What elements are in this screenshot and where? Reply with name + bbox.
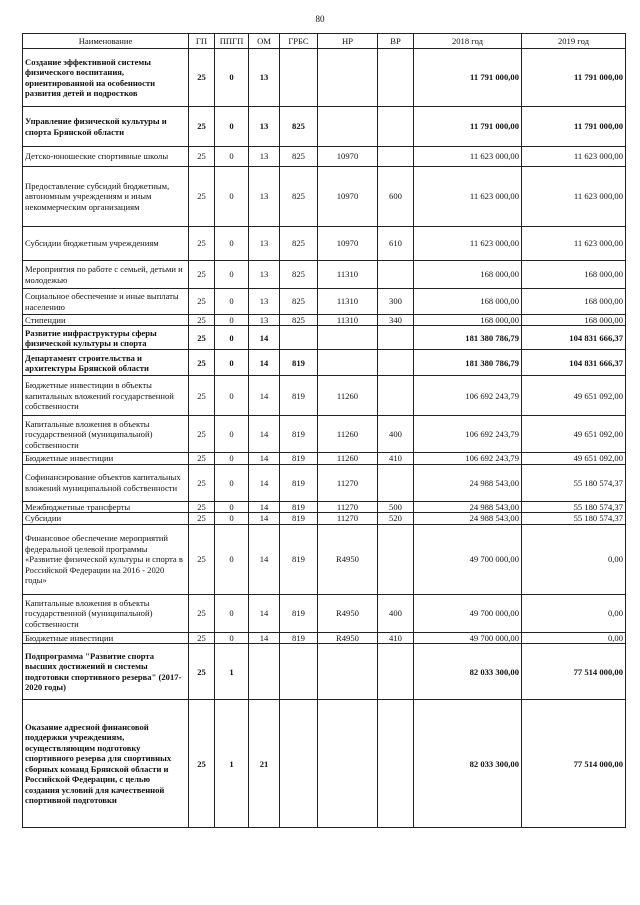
cell-name: Субсидии [23, 513, 189, 524]
cell-name: Оказание адресной финансовой поддержки учреждениям, осуществляющим подготовку спортивного резерва для спортивных сборных команд Брянской области и Российской Федерации, с целью создания условий для качественной спортивной подготовки [23, 700, 189, 828]
cell-ppgp: 0 [215, 524, 249, 594]
cell-om: 14 [249, 524, 280, 594]
table-header-row [23, 34, 626, 49]
cell-y2018: 11 791 000,00 [414, 49, 522, 107]
cell-grbs: 819 [280, 464, 318, 501]
cell-y2018: 82 033 300,00 [414, 644, 522, 700]
cell-gp: 25 [189, 644, 215, 700]
budget-table [22, 33, 626, 828]
cell-grbs: 819 [280, 376, 318, 416]
cell-y2018: 106 692 243,79 [414, 376, 522, 416]
cell-name: Субсидии бюджетным учреждениям [23, 227, 189, 261]
header-gp: ГП [189, 34, 215, 49]
cell-name: Бюджетные инвестиции в объекты капитальных вложений государственной собственности [23, 376, 189, 416]
cell-y2018: 11 623 000,00 [414, 167, 522, 227]
cell-om: 13 [249, 49, 280, 107]
cell-grbs [280, 644, 318, 700]
cell-y2019: 168 000,00 [522, 289, 626, 315]
table-row [23, 315, 626, 326]
cell-y2019: 11 623 000,00 [522, 167, 626, 227]
cell-y2018: 24 988 543,00 [414, 464, 522, 501]
cell-grbs: 819 [280, 594, 318, 632]
cell-name: Создание эффективной системы физического воспитания, ориентированной на особенности развития детей и подростков [23, 49, 189, 107]
cell-gp: 25 [189, 326, 215, 350]
cell-y2018: 11 791 000,00 [414, 107, 522, 147]
cell-nr: 10970 [318, 167, 378, 227]
cell-y2018: 168 000,00 [414, 289, 522, 315]
cell-vr: 600 [378, 167, 414, 227]
header-name: Наименование [23, 34, 189, 49]
cell-nr: 11310 [318, 315, 378, 326]
cell-vr: 410 [378, 632, 414, 643]
cell-nr [318, 700, 378, 828]
cell-name: Департамент строительства и архитектуры Брянской области [23, 350, 189, 376]
cell-gp: 25 [189, 416, 215, 453]
cell-gp: 25 [189, 147, 215, 167]
cell-y2019: 49 651 092,00 [522, 453, 626, 464]
header-grbs: ГРБС [280, 34, 318, 49]
cell-vr [378, 107, 414, 147]
cell-nr: R4950 [318, 632, 378, 643]
cell-om: 14 [249, 376, 280, 416]
cell-vr: 400 [378, 594, 414, 632]
cell-y2019: 55 180 574,37 [522, 513, 626, 524]
cell-y2019: 55 180 574,37 [522, 501, 626, 512]
cell-nr: 11260 [318, 453, 378, 464]
cell-om: 13 [249, 107, 280, 147]
table-row [23, 107, 626, 147]
cell-om: 14 [249, 594, 280, 632]
cell-vr [378, 49, 414, 107]
cell-gp: 25 [189, 700, 215, 828]
cell-grbs: 825 [280, 289, 318, 315]
cell-y2018: 181 380 786,79 [414, 326, 522, 350]
table-row [23, 453, 626, 464]
cell-om: 14 [249, 513, 280, 524]
cell-gp: 25 [189, 315, 215, 326]
cell-gp: 25 [189, 501, 215, 512]
cell-grbs: 819 [280, 513, 318, 524]
cell-nr [318, 644, 378, 700]
cell-ppgp: 0 [215, 326, 249, 350]
cell-vr: 400 [378, 416, 414, 453]
cell-gp: 25 [189, 261, 215, 289]
cell-vr [378, 147, 414, 167]
cell-grbs: 819 [280, 501, 318, 512]
cell-gp: 25 [189, 167, 215, 227]
header-nr: НР [318, 34, 378, 49]
cell-y2019: 11 791 000,00 [522, 107, 626, 147]
cell-grbs [280, 326, 318, 350]
cell-om: 13 [249, 147, 280, 167]
cell-om: 13 [249, 261, 280, 289]
cell-y2018: 11 623 000,00 [414, 227, 522, 261]
cell-om: 14 [249, 464, 280, 501]
cell-ppgp: 0 [215, 513, 249, 524]
table-row [23, 644, 626, 700]
cell-name: Софинансирование объектов капитальных вложений муниципальной собственности [23, 464, 189, 501]
cell-grbs: 825 [280, 107, 318, 147]
cell-ppgp: 0 [215, 49, 249, 107]
header-om: ОМ [249, 34, 280, 49]
cell-grbs: 819 [280, 632, 318, 643]
cell-nr: 10970 [318, 227, 378, 261]
header-ppgp: ППГП [215, 34, 249, 49]
cell-vr [378, 376, 414, 416]
cell-ppgp: 0 [215, 315, 249, 326]
cell-y2018: 24 988 543,00 [414, 513, 522, 524]
header-vr: ВР [378, 34, 414, 49]
cell-y2018: 168 000,00 [414, 315, 522, 326]
cell-om [249, 644, 280, 700]
cell-grbs: 819 [280, 416, 318, 453]
cell-ppgp: 0 [215, 416, 249, 453]
cell-y2019: 77 514 000,00 [522, 700, 626, 828]
cell-nr: 11270 [318, 513, 378, 524]
cell-y2019: 168 000,00 [522, 261, 626, 289]
cell-om: 13 [249, 227, 280, 261]
cell-om: 13 [249, 289, 280, 315]
cell-vr [378, 524, 414, 594]
cell-vr: 340 [378, 315, 414, 326]
cell-name: Стипендии [23, 315, 189, 326]
cell-name: Межбюджетные трансферты [23, 501, 189, 512]
page-number: 80 [315, 14, 325, 24]
cell-nr: 11260 [318, 376, 378, 416]
cell-ppgp: 0 [215, 464, 249, 501]
cell-gp: 25 [189, 524, 215, 594]
cell-name: Мероприятия по работе с семьей, детьми и молодежью [23, 261, 189, 289]
cell-name: Развитие инфраструктуры сферы физической культуры и спорта [23, 326, 189, 350]
cell-grbs: 825 [280, 227, 318, 261]
cell-name: Управление физической культуры и спорта Брянской области [23, 107, 189, 147]
cell-y2019: 49 651 092,00 [522, 416, 626, 453]
cell-nr: 11270 [318, 464, 378, 501]
cell-y2018: 106 692 243,79 [414, 416, 522, 453]
cell-om: 21 [249, 700, 280, 828]
cell-ppgp: 0 [215, 350, 249, 376]
cell-grbs: 825 [280, 147, 318, 167]
cell-gp: 25 [189, 227, 215, 261]
cell-om: 14 [249, 350, 280, 376]
cell-gp: 25 [189, 453, 215, 464]
table-row [23, 700, 626, 828]
cell-ppgp: 0 [215, 501, 249, 512]
table-row [23, 261, 626, 289]
cell-nr [318, 107, 378, 147]
cell-gp: 25 [189, 594, 215, 632]
cell-gp: 25 [189, 49, 215, 107]
cell-vr [378, 326, 414, 350]
table-row [23, 594, 626, 632]
cell-y2019: 77 514 000,00 [522, 644, 626, 700]
cell-grbs [280, 49, 318, 107]
cell-gp: 25 [189, 376, 215, 416]
cell-ppgp: 0 [215, 227, 249, 261]
table-row [23, 416, 626, 453]
table-row [23, 167, 626, 227]
cell-ppgp: 0 [215, 289, 249, 315]
cell-y2019: 55 180 574,37 [522, 464, 626, 501]
table-row [23, 513, 626, 524]
cell-nr: R4950 [318, 594, 378, 632]
cell-nr [318, 350, 378, 376]
table-row [23, 147, 626, 167]
cell-name: Капитальные вложения в объекты государственной (муниципальной) собственности [23, 416, 189, 453]
cell-nr: 11270 [318, 501, 378, 512]
cell-y2018: 24 988 543,00 [414, 501, 522, 512]
cell-name: Детско-юношеские спортивные школы [23, 147, 189, 167]
cell-name: Бюджетные инвестиции [23, 632, 189, 643]
cell-y2019: 104 831 666,37 [522, 326, 626, 350]
cell-y2018: 11 623 000,00 [414, 147, 522, 167]
cell-gp: 25 [189, 632, 215, 643]
cell-ppgp: 0 [215, 261, 249, 289]
cell-nr: R4950 [318, 524, 378, 594]
table-row [23, 350, 626, 376]
cell-gp: 25 [189, 350, 215, 376]
table-row [23, 227, 626, 261]
cell-y2019: 11 791 000,00 [522, 49, 626, 107]
table-row [23, 326, 626, 350]
cell-vr [378, 350, 414, 376]
cell-name: Капитальные вложения в объекты государственной (муниципальной) собственности [23, 594, 189, 632]
cell-grbs: 825 [280, 261, 318, 289]
cell-ppgp: 1 [215, 644, 249, 700]
header-2019: 2019 год [522, 34, 626, 49]
cell-ppgp: 0 [215, 453, 249, 464]
cell-ppgp: 0 [215, 632, 249, 643]
cell-vr: 500 [378, 501, 414, 512]
cell-om: 13 [249, 167, 280, 227]
cell-y2018: 168 000,00 [414, 261, 522, 289]
cell-om: 14 [249, 453, 280, 464]
cell-vr [378, 644, 414, 700]
cell-y2019: 104 831 666,37 [522, 350, 626, 376]
cell-vr: 300 [378, 289, 414, 315]
cell-vr: 610 [378, 227, 414, 261]
cell-nr: 11260 [318, 416, 378, 453]
cell-name: Предоставление субсидий бюджетным, автономным учреждениям и иным некоммерческим организациям [23, 167, 189, 227]
cell-y2019: 0,00 [522, 632, 626, 643]
cell-grbs: 819 [280, 350, 318, 376]
table-row [23, 524, 626, 594]
cell-y2019: 49 651 092,00 [522, 376, 626, 416]
cell-grbs: 819 [280, 524, 318, 594]
cell-name: Бюджетные инвестиции [23, 453, 189, 464]
cell-ppgp: 0 [215, 147, 249, 167]
cell-gp: 25 [189, 107, 215, 147]
cell-name: Финансовое обеспечение мероприятий федеральной целевой программы «Развитие физической культуры и спорта в Российской Федерации на 2016 - 2020 годы» [23, 524, 189, 594]
cell-y2019: 0,00 [522, 524, 626, 594]
cell-vr [378, 261, 414, 289]
cell-nr: 11310 [318, 261, 378, 289]
cell-y2018: 49 700 000,00 [414, 632, 522, 643]
cell-om: 13 [249, 315, 280, 326]
cell-ppgp: 0 [215, 376, 249, 416]
cell-y2018: 82 033 300,00 [414, 700, 522, 828]
cell-nr [318, 326, 378, 350]
cell-y2018: 49 700 000,00 [414, 524, 522, 594]
cell-gp: 25 [189, 464, 215, 501]
cell-vr: 520 [378, 513, 414, 524]
cell-ppgp: 0 [215, 107, 249, 147]
cell-nr [318, 49, 378, 107]
table-row [23, 464, 626, 501]
table-row [23, 632, 626, 643]
cell-y2018: 49 700 000,00 [414, 594, 522, 632]
cell-grbs: 825 [280, 167, 318, 227]
cell-y2019: 0,00 [522, 594, 626, 632]
cell-grbs [280, 700, 318, 828]
table-row [23, 49, 626, 107]
cell-vr: 410 [378, 453, 414, 464]
cell-ppgp: 0 [215, 167, 249, 227]
cell-vr [378, 464, 414, 501]
cell-om: 14 [249, 416, 280, 453]
cell-ppgp: 1 [215, 700, 249, 828]
cell-grbs: 819 [280, 453, 318, 464]
cell-grbs: 825 [280, 315, 318, 326]
cell-nr: 10970 [318, 147, 378, 167]
header-2018: 2018 год [414, 34, 522, 49]
cell-y2019: 168 000,00 [522, 315, 626, 326]
table-row [23, 289, 626, 315]
cell-ppgp: 0 [215, 594, 249, 632]
cell-om: 14 [249, 326, 280, 350]
cell-gp: 25 [189, 289, 215, 315]
cell-y2018: 106 692 243,79 [414, 453, 522, 464]
cell-name: Подпрограмма "Развитие спорта высших достижений и системы подготовки спортивного резерва" (2017-2020 годы) [23, 644, 189, 700]
cell-y2019: 11 623 000,00 [522, 147, 626, 167]
cell-name: Социальное обеспечение и иные выплаты населению [23, 289, 189, 315]
cell-y2018: 181 380 786,79 [414, 350, 522, 376]
cell-y2019: 11 623 000,00 [522, 227, 626, 261]
cell-om: 14 [249, 632, 280, 643]
cell-om: 14 [249, 501, 280, 512]
cell-gp: 25 [189, 513, 215, 524]
table-row [23, 376, 626, 416]
cell-vr [378, 700, 414, 828]
table-row [23, 501, 626, 512]
cell-nr: 11310 [318, 289, 378, 315]
